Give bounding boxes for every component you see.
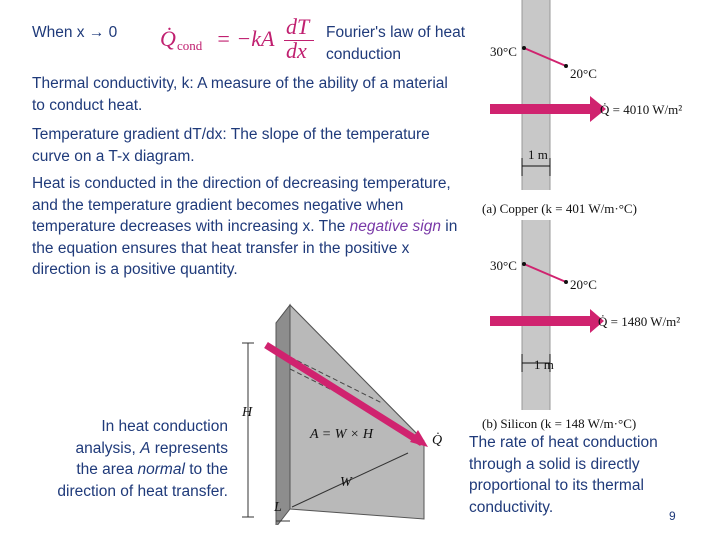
silicon-figure xyxy=(482,220,720,430)
silicon-bar xyxy=(522,220,550,410)
fourier-label: Fourier's law of heat conduction xyxy=(326,24,466,63)
area-note-line3: the area normal to the xyxy=(76,461,228,478)
silicon-length: 1 m xyxy=(534,357,554,372)
k-term: Thermal conductivity, k xyxy=(32,75,190,92)
silicon-t-cold: 20°C xyxy=(570,277,597,292)
rate-note: The rate of heat conduction through a solid is directly proportional to its thermal conductivity. xyxy=(469,434,658,516)
formula-den: dx xyxy=(286,38,307,63)
wall-figure xyxy=(232,295,462,525)
area-note-line1: In heat conduction xyxy=(101,418,228,435)
area-note-line2: analysis, A represents xyxy=(75,439,228,457)
formula-sub: cond xyxy=(177,38,203,53)
heat-text-2: in the equation ensures that heat transfer in the positive x direction is a positive quantity. xyxy=(32,218,458,278)
wall-w-label: W xyxy=(340,475,352,490)
formula-eq: = −kA xyxy=(216,26,275,51)
negative-sign: negative sign xyxy=(349,218,441,235)
silicon-q: Q̇ = 1480 W/m² xyxy=(598,314,681,329)
copper-t-cold: 20°C xyxy=(570,66,597,81)
heat-text-1: Heat is conducted in the direction of decreasing temperature, and the temperature gradient becomes negative when temperature decreases with increasing x. The xyxy=(32,175,451,235)
copper-length: 1 m xyxy=(528,147,548,162)
silicon-t-hot: 30°C xyxy=(490,258,517,273)
copper-caption: (a) Copper (k = 401 W/m·°C) xyxy=(482,201,637,216)
wall-face xyxy=(290,305,424,519)
formula-num: dT xyxy=(286,14,310,39)
copper-q: Q̇ = 4010 W/m² xyxy=(600,102,683,117)
wall-q-label: Q̇ xyxy=(432,433,443,448)
gradient-paragraph xyxy=(32,124,432,167)
grad-term: Temperature gradient dT/dx xyxy=(32,126,223,143)
silicon-caption: (b) Silicon (k = 148 W/m·°C) xyxy=(482,416,637,431)
direction-paragraph xyxy=(32,173,462,281)
formula-q: Q̇ xyxy=(160,26,176,51)
area-note-line4: direction of heat transfer. xyxy=(57,482,228,500)
fourier-formula xyxy=(160,16,320,64)
wall-side xyxy=(276,305,290,525)
copper-figure xyxy=(482,0,720,220)
copper-t-hot: 30°C xyxy=(490,44,517,59)
k-text: : A measure of the ability of a material to conduct heat. xyxy=(32,75,448,114)
page-number: 9 xyxy=(669,509,676,523)
wall-area-equation: A = W × H xyxy=(310,427,373,442)
limit-label: When x → 0 xyxy=(32,24,118,41)
area-note xyxy=(28,416,228,502)
grad-text: : The slope of the temperature curve on a T-x diagram. xyxy=(32,126,430,165)
wall-l-label: L xyxy=(274,500,282,515)
k-paragraph xyxy=(32,73,452,116)
wall-h-label: H xyxy=(242,405,253,420)
